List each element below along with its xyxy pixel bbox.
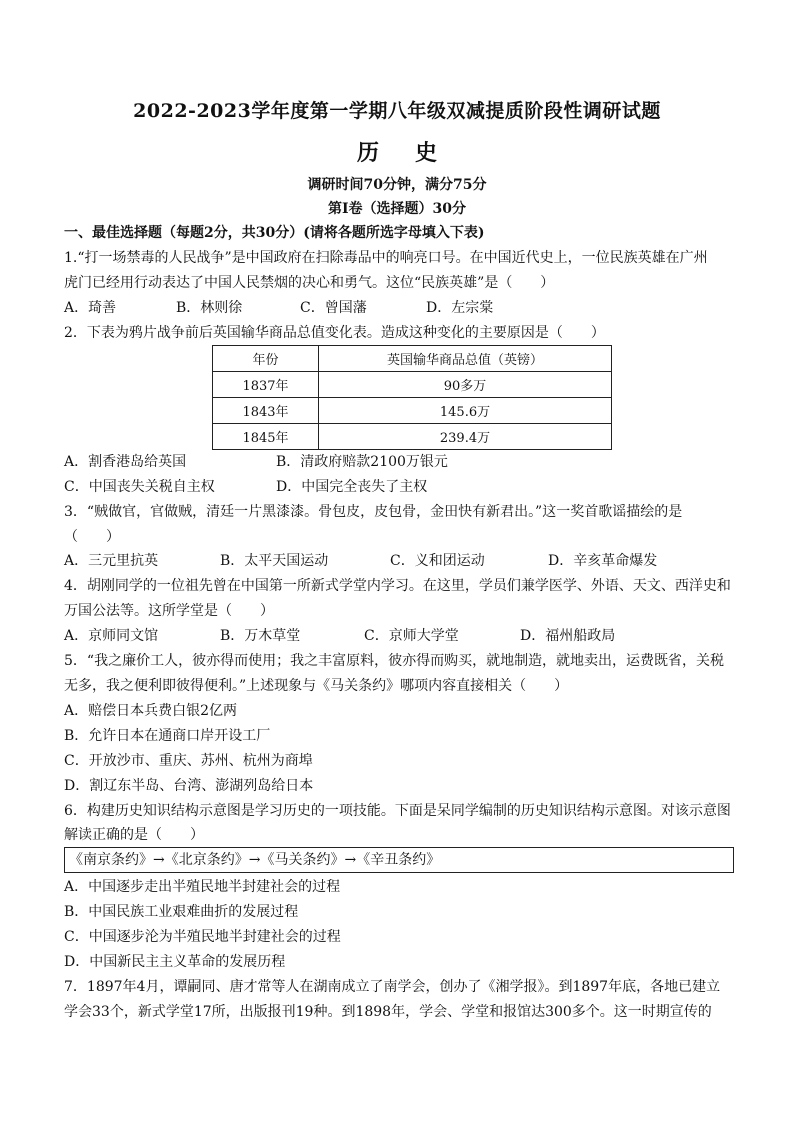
q3-stem-line-2: （ ） — [64, 529, 120, 545]
q1-stem-line-2: 虎门已经用行动表达了中国人民禁烟的决心和勇气。这位“民族英雄”是（ ） — [64, 275, 555, 291]
table-header-year: 年份 — [213, 346, 319, 372]
subject-title — [0, 136, 794, 167]
q6-option-d: D．中国新民主主义革命的发展历程 — [64, 954, 286, 970]
section-heading: 一、最佳选择题（每题2分，共30分）(请将各题所选字母填入下表) — [64, 225, 485, 241]
q2-option-d: D．中国完全丧失了主权 — [276, 479, 428, 495]
q3-stem-line-1: 3．“贼做官，官做贼，清廷一片黑漆漆。骨包皮，皮包骨，金田快有新君出。”这一奖首歌谣描绘的是 — [64, 504, 683, 520]
q3-option-a: A．三元里抗英 — [64, 553, 159, 569]
table-row — [213, 372, 612, 398]
q5-option-a: A．赔偿日本兵费白银2亿两 — [64, 703, 238, 719]
q7-stem-line-1: 7．1897年4月，谭嗣同、唐才常等人在湖南成立了南学会，创办了《湘学报》。到1897年底，各地已建立 — [64, 979, 721, 995]
q4-option-a: A．京师同文馆 — [64, 628, 159, 644]
exam-info: 调研时间70分钟，满分75分 — [307, 177, 487, 193]
q5-option-b: B．允许日本在通商口岸开设工厂 — [64, 728, 271, 744]
table-cell-value: 239.4万 — [319, 424, 612, 450]
q4-option-c: C．京师大学堂 — [364, 628, 459, 644]
table-cell-year: 1843年 — [213, 398, 319, 424]
table-row — [213, 424, 612, 450]
table-row — [213, 398, 612, 424]
q2-stem-line-1: 2．下表为鸦片战争前后英国输华商品总值变化表。造成这种变化的主要原因是（ ） — [64, 325, 605, 341]
table-cell-year: 1837年 — [213, 372, 319, 398]
subject-char-2: 史 — [415, 140, 438, 166]
q5-option-c: C．开放沙市、重庆、苏州、杭州为商埠 — [64, 753, 313, 769]
q6-stem-line-2: 解读正确的是（ ） — [64, 827, 204, 843]
q4-stem-line-1: 4．胡刚同学的一位祖先曾在中国第一所新式学堂内学习。在这里，学员们兼学医学、外语、天文、西洋史和 — [64, 578, 731, 594]
q1-stem-line-1: 1.“打一场禁毒的人民战争”是中国政府在扫除毒品中的响亮口号。在中国近代史上，一位民族英雄在广州 — [64, 250, 708, 266]
q2-option-b: B．清政府赔款2100万银元 — [276, 454, 448, 470]
q2-option-a: A．割香港岛给英国 — [64, 454, 187, 470]
table-header-row — [213, 346, 612, 372]
q6-option-b: B．中国民族工业艰难曲折的发展过程 — [64, 904, 299, 920]
q5-stem-line-1: 5．“我之廉价工人，彼亦得而使用；我之丰富原料，彼亦得而购买，就地制造，就地卖出，运费既省，关税 — [64, 653, 725, 669]
q3-option-c: C．义和团运动 — [390, 553, 485, 569]
q3-option-b: B．太平天国运动 — [220, 553, 329, 569]
q6-option-a: A．中国逐步走出半殖民地半封建社会的过程 — [64, 879, 341, 895]
q5-stem-line-2: 无多，我之便利即彼得便利。”上述现象与《马关条约》哪项内容直接相关（ ） — [64, 678, 569, 694]
q1-option-a: A．琦善 — [64, 300, 117, 316]
q4-option-b: B．万木草堂 — [220, 628, 301, 644]
subject-char-1: 历 — [356, 140, 379, 166]
q1-option-d: D．左宗棠 — [426, 300, 494, 316]
q4-option-d: D．福州船政局 — [520, 628, 616, 644]
q7-stem-line-2: 学会33个，新式学堂17所，出版报刊19种。到1898年，学会、学堂和报馆达300多个。这一时期宣传的 — [64, 1004, 712, 1020]
q2-trade-table — [212, 345, 612, 450]
table-header-value: 英国输华商品总值（英镑） — [319, 346, 612, 372]
q6-stem-line-1: 6．构建历史知识结构示意图是学习历史的一项技能。下面是呆同学编制的历史知识结构示意图。对该示意图 — [64, 803, 731, 819]
q5-option-d: D．割辽东半岛、台湾、澎湖列岛给日本 — [64, 778, 314, 794]
q3-option-d: D．辛亥革命爆发 — [548, 553, 658, 569]
table-cell-year: 1845年 — [213, 424, 319, 450]
exam-title: 2022-2023学年度第一学期八年级双减提质阶段性调研试题 — [133, 100, 661, 122]
q1-option-c: C．曾国藩 — [300, 300, 367, 316]
q2-option-c: C．中国丧失关税自主权 — [64, 479, 215, 495]
volume-heading: 第Ⅰ卷（选择题）30分 — [327, 201, 467, 217]
q4-stem-line-2: 万国公法等。这所学堂是（ ） — [64, 603, 274, 619]
table-cell-value: 90多万 — [319, 372, 612, 398]
q6-option-c: C．中国逐步沦为半殖民地半封建社会的过程 — [64, 929, 341, 945]
q1-option-b: B．林则徐 — [176, 300, 243, 316]
q6-treaty-chain-box: 《南京条约》→《北京条约》→《马关条约》→《辛丑条约》 — [64, 847, 734, 873]
table-cell-value: 145.6万 — [319, 398, 612, 424]
